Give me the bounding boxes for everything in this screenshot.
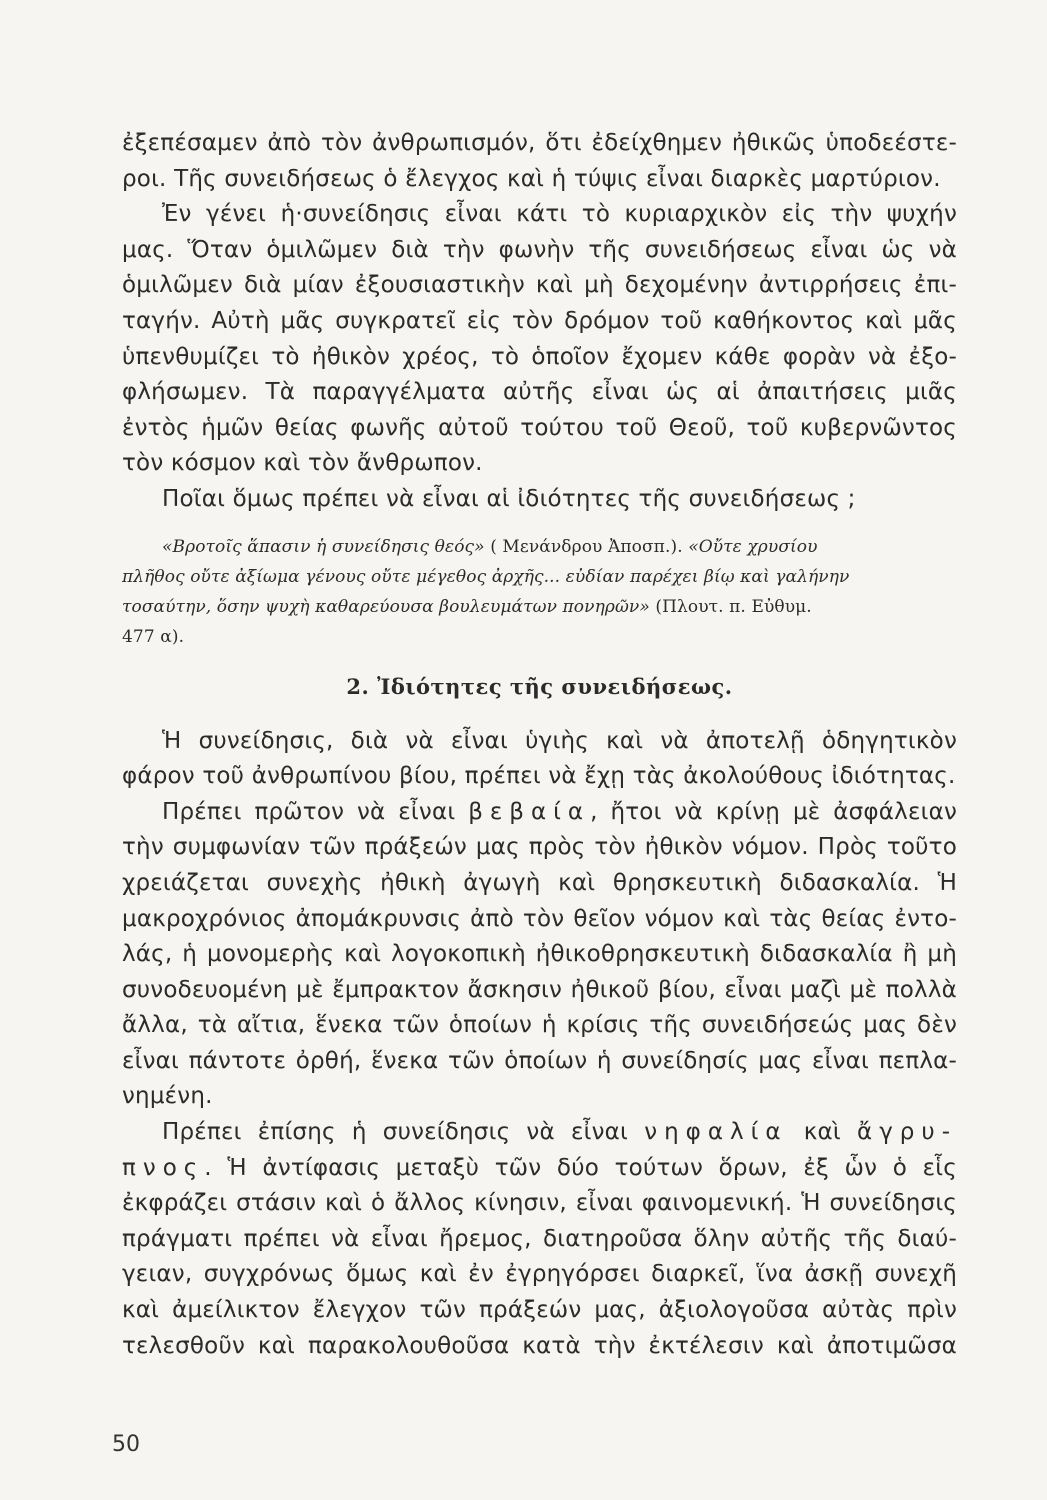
emphasis-word: πνος: [122, 1154, 205, 1181]
quote-line: [122, 532, 957, 562]
text-line: ταγήν. Αὐτὴ μᾶς συγκρατεῖ εἰς τὸν δρόμον τοῦ καθήκοντος καὶ μᾶς: [122, 307, 957, 334]
text-line: ἐκφράζει στάσιν καὶ ὁ ἄλλος κίνησιν, εἶναι φαινομενική. Ἡ συνείδησις: [122, 1190, 957, 1217]
text-line: γειαν, συγχρόνως ὅμως καὶ ἐν ἐγρηγόρσει διαρκεῖ, ἵνα ἀσκῇ συνεχῆ: [122, 1261, 957, 1288]
text-line: λάς, ἡ μονομερὴς καὶ λογοκοπικὴ ἠθικοθρησκευτικὴ διδασκαλία ἢ μὴ: [122, 941, 957, 968]
text-line: φλήσωμεν. Τὰ παραγγέλματα αὐτῆς εἶναι ὡς αἱ ἀπαιτήσεις μιᾶς: [122, 379, 957, 406]
text-line: ροι. Τῆς συνειδήσεως ὁ ἔλεγχος καὶ ἡ τύψις εἶναι διαρκὲς μαρτύριον.: [122, 165, 941, 192]
text-line: πνος. Ἡ ἀντίφασις μεταξὺ τῶν δύο τούτων ὅρων, ἐξ ὧν ὁ εἷς: [122, 1154, 957, 1181]
text-line: συνοδευομένη μὲ ἔμπρακτον ἄσκησιν ἠθικοῦ βίου, εἶναι μαζὶ μὲ πολλὰ: [122, 976, 957, 1003]
quote-menander: «Βροτοῖς ἅπασιν ἡ συνείδησις θεός»: [162, 536, 485, 557]
text-line: μακροχρόνιος ἀπομάκρυνσις ἀπὸ τὸν θεῖον νόμον καὶ τὰς θείας ἐντο-: [122, 905, 957, 932]
text-line: ἐντὸς ἡμῶν θείας φωνῆς αὐτοῦ τούτου τοῦ Θεοῦ, τοῦ κυβερνῶντος: [122, 414, 957, 441]
text-line: ἄλλα, τὰ αἴτια, ἕνεκα τῶν ὁποίων ἡ κρίσις τῆς συνειδήσεώς μας δὲν: [122, 1012, 957, 1039]
quote-line: πλῆθος οὔτε ἀξίωμα γένους οὔτε μέγεθος ἀρχῆς... εὐδίαν παρέχει βίῳ καὶ γαλήνην: [122, 566, 850, 587]
quote-plutarch: «Οὔτε χρυσίου: [688, 536, 818, 557]
quote-source: (Πλουτ. π. Εὐθυμ.: [649, 596, 812, 617]
text-line: πράγματι πρέπει νὰ εἶναι ἤρεμος, διατηροῦσα ὅλην αὐτῆς τῆς διαύ-: [122, 1225, 957, 1252]
text-line: ὁμιλῶμεν διὰ μίαν ἐξουσιαστικὴν καὶ μὴ δεχομένην ἀντιρρήσεις ἐπι-: [122, 272, 957, 299]
text-line: τελεσθοῦν καὶ παρακολουθοῦσα κατὰ τὴν ἐκτέλεσιν καὶ ἀποτιμῶσα: [122, 1332, 957, 1359]
emphasis-word: ἄγρυ-: [857, 1119, 958, 1146]
text-line: χρειάζεται συνεχὴς ἠθικὴ ἀγωγὴ καὶ θρησκευτικὴ διδασκαλία. Ἡ: [122, 869, 957, 896]
text-line: τὴν συμφωνίαν τῶν πράξεών μας πρὸς τὸν ἠθικὸν νόμον. Πρὸς τοῦτο: [122, 834, 957, 861]
emphasis-word: νηφαλία: [644, 1119, 788, 1146]
text-line: μας. Ὅταν ὁμιλῶμεν διὰ τὴν φωνὴν τῆς συνειδήσεως εἶναι ὡς νὰ: [122, 236, 957, 263]
text-line: Ἡ συνείδησις, διὰ νὰ εἶναι ὑγιὴς καὶ νὰ ἀποτελῇ ὁδηγητικὸν: [162, 727, 957, 754]
text-line: Πρέπει πρῶτον νὰ εἶναι βεβαία, ἤτοι νὰ κρίνῃ μὲ ἀσφάλειαν: [162, 798, 957, 825]
text-line: ὑπενθυμίζει τὸ ἠθικὸν χρέος, τὸ ὁποῖον ἔχομεν κάθε φορὰν νὰ ἐξο-: [122, 343, 957, 370]
emphasis-word: βεβαία: [468, 798, 591, 825]
quotation-block: [122, 532, 957, 652]
text-line: τὸν κόσμον καὶ τὸν ἄνθρωπον.: [122, 450, 483, 477]
quote-source: 477 α).: [122, 626, 185, 647]
text-line: καὶ ἀμείλικτον ἔλεγχον τῶν πράξεών μας, ἀξιολογοῦσα αὐτὰς πρὶν: [122, 1297, 957, 1324]
body-text: [122, 126, 957, 1364]
text-line: φάρον τοῦ ἀνθρωπίνου βίου, πρέπει νὰ ἔχῃ τὰς ἀκολούθους ἰδιότητας.: [122, 763, 956, 790]
quote-source: ( Μενάνδρου Ἀποσπ.).: [484, 536, 689, 557]
text-line: Ἐν γένει ἡ·συνείδησις εἶναι κάτι τὸ κυριαρχικὸν εἰς τὴν ψυχήν: [162, 201, 957, 228]
text-line: Πρέπει ἐπίσης ἡ συνείδησις νὰ εἶναι νηφαλία καὶ ἄγρυ-: [162, 1119, 958, 1146]
text-line: ἐξεπέσαμεν ἀπὸ τὸν ἀνθρωπισμόν, ὅτι ἐδείχθημεν ἠθικῶς ὑποδεέστε-: [122, 130, 957, 156]
question-line: Ποῖαι ὅμως πρέπει νὰ εἶναι αἱ ἰδιότητες τῆς συνειδήσεως ;: [162, 485, 856, 512]
quote-line: [122, 622, 957, 652]
page-number: 50: [112, 1432, 140, 1457]
text-line: εἶναι πάντοτε ὀρθή, ἕνεκα τῶν ὁποίων ἡ συνείδησίς μας εἶναι πεπλα-: [122, 1047, 957, 1074]
text-line: νημένη.: [122, 1083, 213, 1110]
quote-line: τοσαύτην, ὅσην ψυχὴ καθαρεύουσα βουλευμάτων πονηρῶν» (Πλουτ. π. Εὐθυμ.: [122, 596, 812, 617]
section-heading: 2. Ἰδιότητες τῆς συνειδήσεως.: [346, 673, 733, 699]
